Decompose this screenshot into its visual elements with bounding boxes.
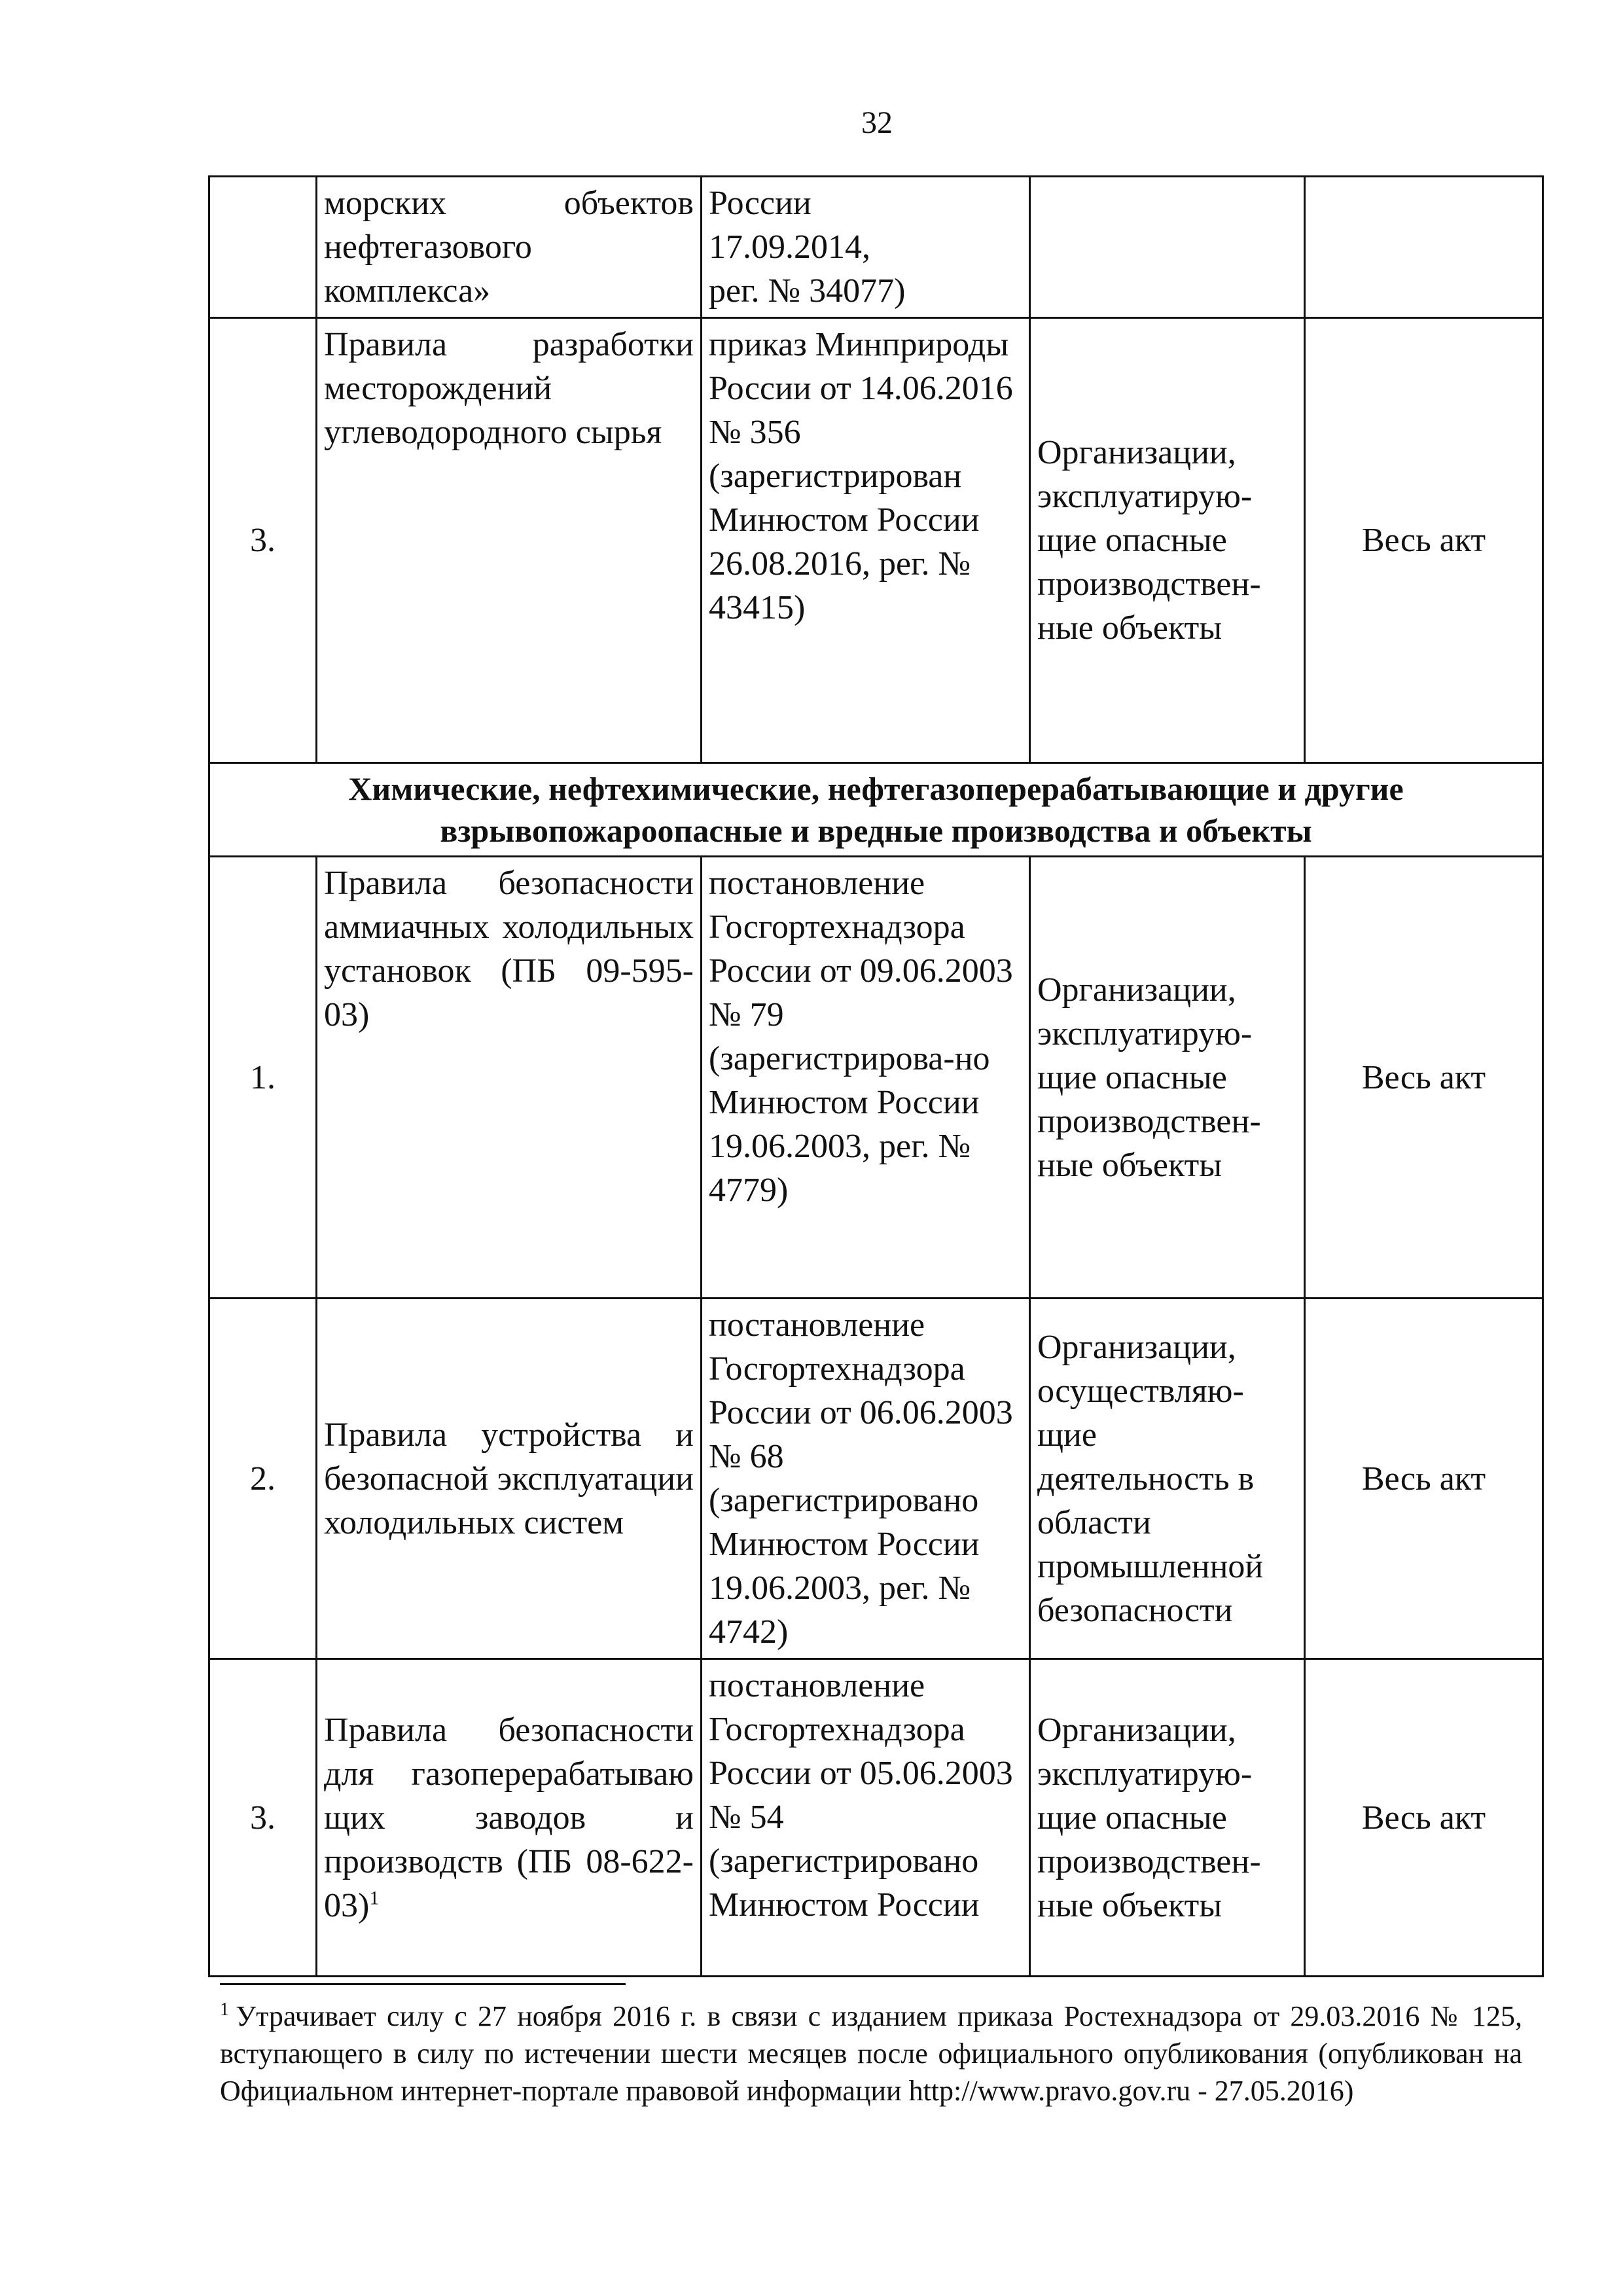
table-row [209, 857, 1543, 1299]
act-name: Правила разработки месторождений углеводородного сырья [317, 318, 702, 763]
act-details: постановление Госгортехнадзора России от 09.06.2003 № 79 (зарегистрирова-но Минюстом России 19.06.2003, рег. № 4779) [702, 857, 1030, 1299]
scope: Весь акт [1305, 1659, 1543, 1977]
act-details [702, 177, 1030, 318]
act-details-text: России 17.09.2014, рег. № 34077) [709, 185, 906, 310]
organizations: Организации, эксплуатирую-щие опасные производствен-ные объекты [1030, 857, 1305, 1299]
act-details: постановление Госгортехнадзора России от 06.06.2003 № 68 (зарегистрировано Минюстом России 19.06.2003, рег. № 4742) [702, 1299, 1030, 1659]
section-header-row [209, 763, 1543, 857]
footnote-reference: 1 [369, 1887, 380, 1909]
page-number: 32 [861, 105, 893, 140]
scope [1305, 177, 1543, 318]
row-number: 3. [209, 1659, 317, 1977]
footnote-mark: 1 [220, 2000, 229, 2020]
row-number: 2. [209, 1299, 317, 1659]
act-name: Правила устройства и безопасной эксплуатации холодильных систем [317, 1299, 702, 1659]
act-name: морских объектов нефтегазового комплекса» [317, 177, 702, 318]
regulations-table [208, 175, 1544, 1977]
row-number: 1. [209, 857, 317, 1299]
row-number: 3. [209, 318, 317, 763]
row-number [209, 177, 317, 318]
footnote-separator [220, 1983, 626, 1985]
act-name-text: Правила безопасности для газоперерабатываю щих заводов и производств (ПБ 08-622-03) [324, 1711, 694, 1924]
organizations: Организации, осуществляю-щие деятельность в области промышленной безопасности [1030, 1299, 1305, 1659]
act-details: приказ Минприроды России от 14.06.2016 № 356 (зарегистрирован Минюстом России 26.08.2016, рег. № 43415) [702, 318, 1030, 763]
table-row [209, 318, 1543, 763]
organizations: Организации, эксплуатирую-щие опасные производствен-ные объекты [1030, 1659, 1305, 1977]
section-title: Химические, нефтехимические, нефтегазоперерабатывающие и другие взрывопожароопасные и вредные производства и объекты [209, 763, 1543, 857]
act-name: Правила безопасности аммиачных холодильных установок (ПБ 09-595-03) [317, 857, 702, 1299]
organizations: Организации, эксплуатирую-щие опасные производствен-ные объекты [1030, 318, 1305, 763]
act-details: постановление Госгортехнадзора России от 05.06.2003 № 54 (зарегистрировано Минюстом России [702, 1659, 1030, 1977]
table-row [209, 1659, 1543, 1977]
table-row [209, 177, 1543, 318]
act-name [317, 1659, 702, 1977]
scope: Весь акт [1305, 857, 1543, 1299]
scope: Весь акт [1305, 1299, 1543, 1659]
footnote [220, 1998, 1522, 2109]
organizations [1030, 177, 1305, 318]
table-row [209, 1299, 1543, 1659]
scope: Весь акт [1305, 318, 1543, 763]
footnote-text: Утрачивает силу с 27 ноября 2016 г. в связи с изданием приказа Ростехнадзора от 29.03.2016 № 125, вступающего в силу по истечении шести месяцев после официального опубликования (опубликован на Официальном интернет-портале правовой информации http://www.pravo.gov.ru - 27.05.2016) [220, 2000, 1522, 2107]
